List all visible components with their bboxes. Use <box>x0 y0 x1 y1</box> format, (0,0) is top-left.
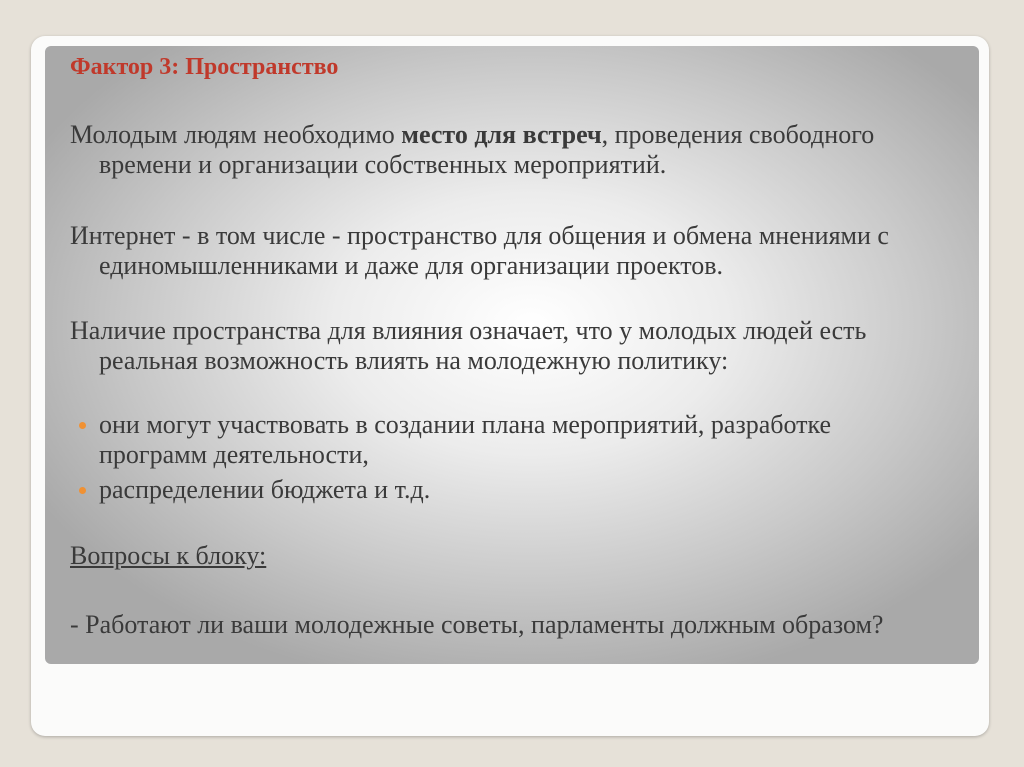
slide-title: Фактор 3: Пространство <box>70 54 339 80</box>
paragraph-meeting-place-end: , проведения свободного времени и организации собственных мероприятий. <box>99 120 875 179</box>
bullet-item: они могут участвовать в создании плана мероприятий, разработке программ деятельности, <box>99 410 832 469</box>
bullet-dot-icon <box>79 422 86 429</box>
questions-heading: Вопросы к блоку: <box>70 541 267 570</box>
paragraph-meeting-place-bold: место для встреч <box>401 120 602 149</box>
bullet-dot-icon <box>79 487 86 494</box>
paragraph-meeting-place-start: Молодым людям необходимо <box>70 120 402 149</box>
paragraph-meeting-place <box>70 120 959 180</box>
bullet-item: распределении бюджета и т.д. <box>99 475 431 504</box>
paragraph-influence: Наличие пространства для влияния означает, что у молодых людей есть реальная возможность влиять на молодежную политику: <box>70 316 867 375</box>
paragraph-internet: Интернет - в том числе - пространство для общения и обмена мнениями с единомышленниками и даже для организации проектов. <box>70 221 889 280</box>
question-text: - Работают ли ваши молодежные советы, парламенты должным образом? <box>70 610 884 639</box>
